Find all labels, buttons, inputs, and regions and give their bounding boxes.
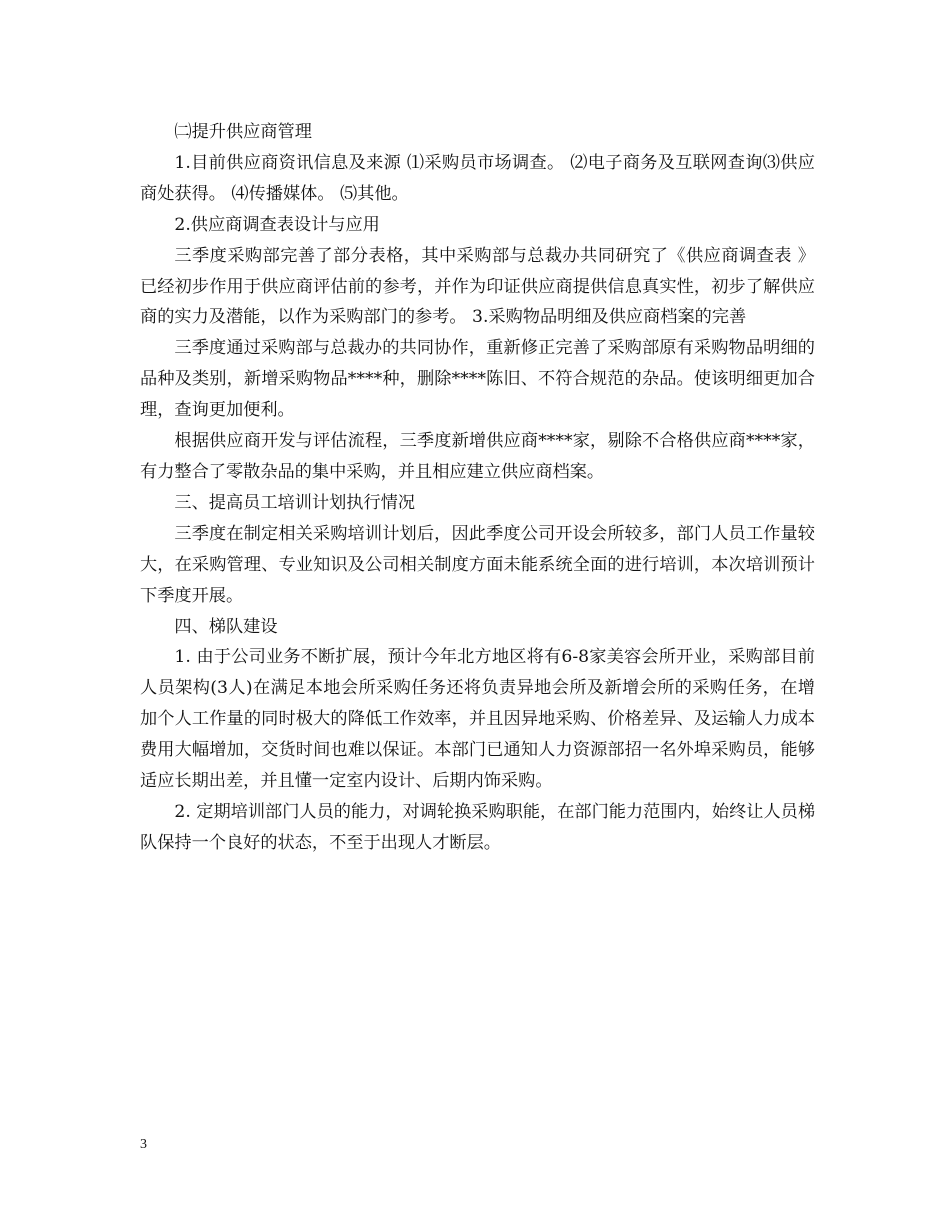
paragraph-training: 三季度在制定相关采购培训计划后，因此季度公司开设会所较多，部门人员工作量较大，在采购管理、专业知识及公司相关制度方面未能系统全面的进行培训，本次培训预计下季度开展。 (140, 523, 815, 606)
heading-supplier-survey: 2.供应商调查表设计与应用 (174, 214, 380, 235)
heading-team-building: 四、梯队建设 (174, 616, 278, 637)
paragraph-team-building-1: 1. 由于公司业务不断扩展，预计今年北方地区将有6-8家美容会所开业，采购部目前人员架构(3人)在满足本地会所采购任务还将负责异地会所及新增会所的采购任务，在增加个人工作量的同时极大的降低工作效率，并且因异地采购、价格差异、及运输人力成本费用大幅增加，交货时间也难以保证。本部门已通知人力资源部招一名外埠采购员，能够适应长期出差，并且懂一定室内设计、后期内饰采购。 (140, 647, 815, 792)
paragraph-supplier-sources: 1.目前供应商资讯信息及来源 ⑴采购员市场调查。 ⑵电子商务及互联网查询⑶供应商处获得。 ⑷传播媒体。 ⑸其他。 (140, 152, 815, 204)
heading-supplier-management: ㈡提升供应商管理 (174, 122, 312, 142)
paragraph-team-building-2: 2. 定期培训部门人员的能力，对调轮换采购职能，在部门能力范围内，始终让人员梯队保持一个良好的状态，不至于出现人才断层。 (140, 801, 816, 853)
document-body (140, 117, 815, 859)
heading-training: 三、提高员工培训计划执行情况 (174, 492, 416, 513)
paragraph-supplier-development: 根据供应商开发与评估流程，三季度新增供应商****家，剔除不合格供应商****家，有力整合了零散杂品的集中采购，并且相应建立供应商档案。 (140, 431, 815, 482)
page-number: 3 (140, 1137, 147, 1152)
paragraph-item-list: 三季度通过采购部与总裁办的共同协作，重新修正完善了采购部原有采购物品明细的品种及类别，新增采购物品****种，删除****陈旧、不符合规范的杂品。使该明细更加合理，查询更加便利。 (140, 338, 815, 421)
paragraph-supplier-survey: 三季度采购部完善了部分表格，其中采购部与总裁办共同研究了《供应商调查表 》已经初步作用于供应商评估前的参考，并作为印证供应商提供信息真实性，初步了解供应商的实力及潜能，以作为采购部门的参考。 3.采购物品明细及供应商档案的完善 (140, 245, 815, 328)
